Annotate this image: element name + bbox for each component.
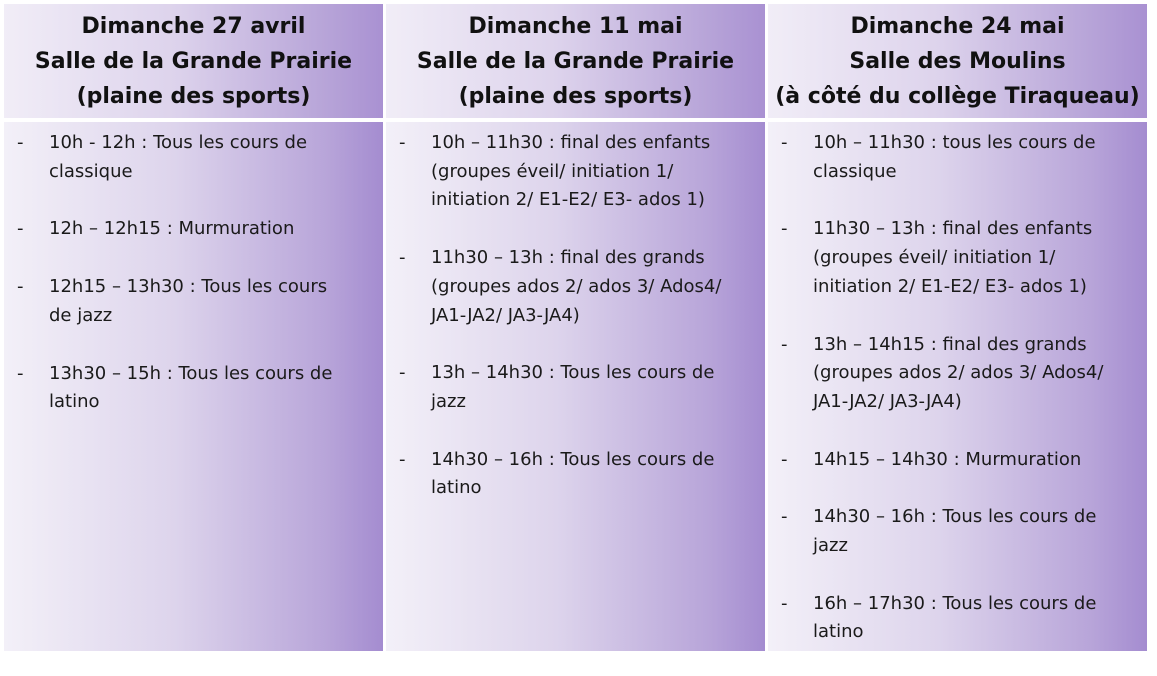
bullet-dash: - xyxy=(781,592,788,614)
schedule-item-line: 14h30 – 16h : Tous les cours de xyxy=(431,448,715,470)
schedule-item xyxy=(386,129,765,215)
schedule-item-line: JA1-JA2/ JA3-JA4) xyxy=(431,304,580,326)
schedule-item-line: 13h – 14h15 : final des grands xyxy=(813,333,1087,355)
schedule-item xyxy=(768,331,1147,417)
schedule-item-text xyxy=(813,503,1135,560)
schedule-item-text xyxy=(431,129,753,215)
bullet-dash: - xyxy=(399,362,406,384)
schedule-item xyxy=(4,129,383,186)
venue-location: (plaine des sports) xyxy=(458,83,693,109)
schedule-item xyxy=(386,244,765,330)
schedule-item xyxy=(4,273,383,330)
schedule-item-line: latino xyxy=(431,477,482,499)
schedule-item-line: 11h30 – 13h : final des enfants xyxy=(813,218,1093,240)
bullet-dash: - xyxy=(781,506,788,528)
schedule-list xyxy=(386,129,765,532)
schedule-item-line: 14h15 – 14h30 : Murmuration xyxy=(813,448,1082,470)
bullet-dash: - xyxy=(781,448,788,470)
column-body xyxy=(4,122,383,651)
column-header xyxy=(386,4,765,118)
column-header xyxy=(4,4,383,118)
schedule-item-line: 10h – 11h30 : tous les cours de xyxy=(813,132,1096,153)
schedule-item-text xyxy=(431,359,753,416)
schedule-item-line: (groupes éveil/ initiation 1/ xyxy=(813,247,1056,269)
bullet-dash: - xyxy=(17,276,24,298)
schedule-item-line: 16h – 17h30 : Tous les cours de xyxy=(813,592,1097,614)
bullet-dash: - xyxy=(781,333,788,355)
event-date: Dimanche 27 avril xyxy=(81,13,306,39)
schedule-item-line: 10h - 12h : Tous les cours de xyxy=(49,132,308,153)
schedule-item-text xyxy=(813,590,1135,647)
schedule-item-line: latino xyxy=(49,391,100,413)
schedule-item-line: JA1-JA2/ JA3-JA4) xyxy=(813,390,962,412)
schedule-item-line: (groupes ados 2/ ados 3/ Ados4/ xyxy=(431,275,722,297)
bullet-dash: - xyxy=(17,132,24,153)
venue-location: (à côté du collège Tiraqueau) xyxy=(775,83,1140,109)
bullet-dash: - xyxy=(17,362,24,384)
venue-location: (plaine des sports) xyxy=(76,83,311,109)
bullet-dash: - xyxy=(399,448,406,470)
column-body xyxy=(768,122,1147,651)
schedule-item-line: 12h15 – 13h30 : Tous les cours xyxy=(49,276,328,298)
schedule-list xyxy=(768,129,1147,676)
venue-name: Salle de la Grande Prairie xyxy=(416,48,735,74)
schedule-item xyxy=(4,360,383,417)
schedule-item-line: 11h30 – 13h : final des grands xyxy=(431,247,705,269)
bullet-dash: - xyxy=(399,132,406,153)
schedule-item-line: 13h – 14h30 : Tous les cours de xyxy=(431,362,715,384)
schedule-item xyxy=(768,215,1147,301)
schedule-item xyxy=(4,215,383,244)
schedule-item-line: jazz xyxy=(813,535,848,557)
schedule-item-line: 10h – 11h30 : final des enfants xyxy=(431,132,711,153)
schedule-item-text xyxy=(49,360,371,417)
schedule-item xyxy=(768,446,1147,475)
schedule-item-text xyxy=(431,446,753,503)
schedule-item-text xyxy=(431,244,753,330)
event-date: Dimanche 24 mai xyxy=(850,13,1065,39)
schedule-item-line: (groupes éveil/ initiation 1/ xyxy=(431,160,674,182)
schedule-item-text xyxy=(813,331,1135,417)
schedule-item-line: latino xyxy=(813,621,864,643)
schedule-item xyxy=(768,129,1147,186)
bullet-dash: - xyxy=(17,218,24,240)
schedule-item-text xyxy=(49,273,371,330)
schedule-item-line: classique xyxy=(813,160,897,182)
bullet-dash: - xyxy=(399,247,406,269)
event-date: Dimanche 11 mai xyxy=(468,13,683,39)
venue-name: Salle de la Grande Prairie xyxy=(34,48,353,74)
schedule-item xyxy=(768,590,1147,647)
schedule-table xyxy=(4,4,1153,651)
schedule-item-line: classique xyxy=(49,160,133,182)
schedule-item-line: initiation 2/ E1-E2/ E3- ados 1) xyxy=(431,189,705,211)
schedule-item xyxy=(386,359,765,416)
column-header xyxy=(768,4,1147,118)
schedule-item-line: 12h – 12h15 : Murmuration xyxy=(49,218,295,240)
schedule-item-text xyxy=(813,129,1135,186)
schedule-list xyxy=(4,129,383,446)
schedule-item-line: de jazz xyxy=(49,304,113,326)
schedule-item-line: 13h30 – 15h : Tous les cours de xyxy=(49,362,333,384)
schedule-item-text xyxy=(49,129,371,186)
venue-name: Salle des Moulins xyxy=(849,48,1066,74)
schedule-item xyxy=(386,446,765,503)
schedule-item-text xyxy=(813,446,1135,475)
schedule-item-text xyxy=(49,215,371,244)
schedule-item-line: initiation 2/ E1-E2/ E3- ados 1) xyxy=(813,275,1087,297)
bullet-dash: - xyxy=(781,218,788,240)
bullet-dash: - xyxy=(781,132,788,153)
schedule-item xyxy=(768,503,1147,560)
column-body xyxy=(386,122,765,651)
schedule-item-text xyxy=(813,215,1135,301)
schedule-item-line: (groupes ados 2/ ados 3/ Ados4/ xyxy=(813,362,1104,384)
schedule-item-line: jazz xyxy=(431,390,466,412)
schedule-item-line: 14h30 – 16h : Tous les cours de xyxy=(813,506,1097,528)
